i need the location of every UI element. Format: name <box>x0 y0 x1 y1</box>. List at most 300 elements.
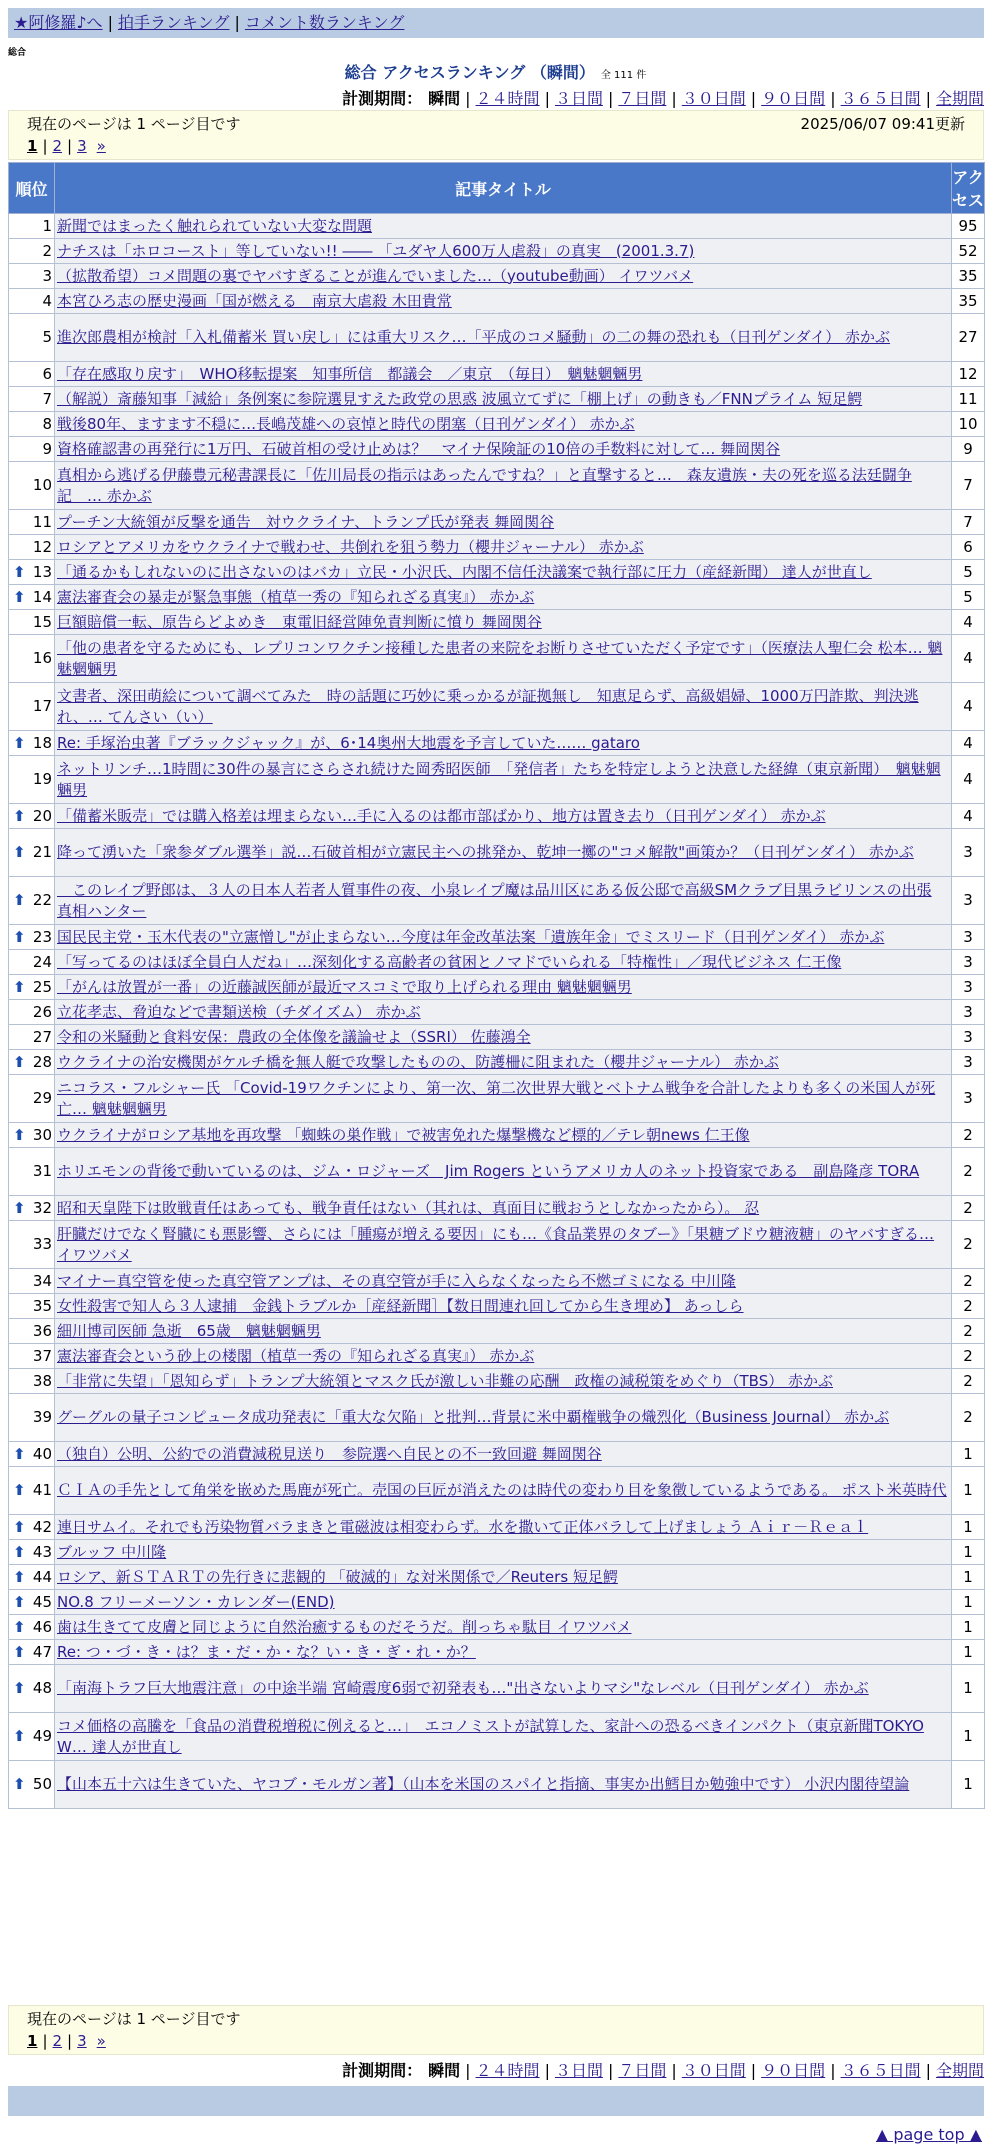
header-access: アクセス <box>952 163 985 214</box>
page-number-current: 1 <box>27 137 38 155</box>
rank-number: 10 <box>32 476 52 494</box>
rank-number: 4 <box>42 291 52 310</box>
table-row <box>9 1515 985 1540</box>
article-title-link[interactable]: 巨額賠償一転、原告らどよめき 東電旧経営陣免責判断に憤り 舞岡関谷 <box>57 612 542 631</box>
rank-cell <box>9 1148 55 1196</box>
rank-cell <box>9 975 55 1000</box>
access-count: 3 <box>952 829 985 877</box>
access-count: 1 <box>952 1565 985 1590</box>
table-row <box>9 585 985 610</box>
title-cell <box>55 731 952 756</box>
nav-separator: | <box>107 13 113 32</box>
article-title-link[interactable]: 新聞ではまったく触れられていない大変な問題 <box>57 216 373 235</box>
page-title-text: 総合 アクセスランキング （瞬間） <box>344 63 595 82</box>
article-title-link[interactable]: 歯は生きてて皮膚と同じように自然治癒するものだそうだ。削っちゃ駄目 イワツバメ <box>57 1617 632 1636</box>
page-next-link[interactable]: » <box>96 2032 106 2050</box>
table-row <box>9 1050 985 1075</box>
title-cell <box>55 362 952 387</box>
title-cell <box>55 1221 952 1269</box>
article-title-link[interactable]: 【山本五十六は生きていた、ヤコブ・モルガン著】（山本を米国のスパイと指摘、事実か出鱈目か勉強中です） 小沢内閣待望論 <box>57 1775 910 1793</box>
period-current: 瞬間 <box>428 89 461 108</box>
table-row <box>9 1565 985 1590</box>
access-count: 2 <box>952 1319 985 1344</box>
rank-cell <box>9 1640 55 1665</box>
rank-up-arrow-icon: ⬆ <box>13 1517 26 1536</box>
footer-bar <box>8 2086 984 2116</box>
rank-cell <box>9 437 55 462</box>
period-link-3d[interactable]: ３日間 <box>554 89 603 108</box>
rank-number: 32 <box>32 1198 52 1217</box>
access-count: 1 <box>952 1713 985 1761</box>
rank-cell <box>9 560 55 585</box>
title-cell <box>55 756 952 804</box>
rank-number: 39 <box>32 1408 52 1426</box>
title-cell <box>55 264 952 289</box>
rank-up-arrow-icon: ⬆ <box>13 1727 26 1745</box>
rank-cell <box>9 804 55 829</box>
article-title-link[interactable]: 文書者、深田萌絵について調べてみた 時の話題に巧妙に乗っかるが証拠無し 知恵足らず、高級娼婦、1000万円詐欺、判決逃れ、… てんさい（い） <box>57 686 919 726</box>
article-title-link[interactable]: 立花孝志、脅迫などで書類送検（チダイズム） 赤かぶ <box>57 1002 421 1021</box>
article-title-link[interactable]: グーグルの量子コンピュータ成功発表に「重大な欠陥」と批判…背景に米中覇権戦争の熾烈化（Business Journal） 赤かぶ <box>57 1408 890 1426</box>
title-cell <box>55 560 952 585</box>
rank-number: 31 <box>32 1162 52 1180</box>
access-count: 7 <box>952 510 985 535</box>
access-count: 1 <box>952 1665 985 1713</box>
rank-up-arrow-icon: ⬆ <box>13 1592 26 1611</box>
rank-cell <box>9 635 55 683</box>
table-row <box>9 1294 985 1319</box>
rank-cell <box>9 1665 55 1713</box>
article-title-link[interactable]: 国民民主党・玉木代表の"立憲憎し"が止まらない…今度は年金改革法案「遺族年金」でミスリード（日刊ゲンダイ） 赤かぶ <box>57 927 885 946</box>
access-count: 1 <box>952 1467 985 1515</box>
rank-number: 7 <box>42 389 52 408</box>
table-row <box>9 289 985 314</box>
current-page-text: 現在のページは 1 ページ目です <box>27 115 241 133</box>
rank-cell <box>9 829 55 877</box>
access-count: 2 <box>952 1123 985 1148</box>
article-title-link[interactable]: 「南海トラフ巨大地震注意」の中途半端 宮崎震度6弱で初発表も…"出さないよりマシ"なレベル（日刊ゲンダイ） 赤かぶ <box>57 1679 869 1697</box>
article-title-link[interactable]: 昭和天皇陛下は敗戦責任はあっても、戦争責任はない（其れは、真面目に戦おうとしなかったから）。 忍 <box>57 1198 760 1217</box>
page-link-3[interactable]: 3 <box>77 2032 87 2050</box>
rank-up-arrow-icon: ⬆ <box>13 1198 26 1217</box>
title-cell <box>55 1075 952 1123</box>
period-selector-top: 計測期間： 瞬間 | ２４時間 | ３日間 | ７日間 | ３０日間 | ９０日間 | ３６５日間 | 全期間 <box>342 89 984 108</box>
nav-link-clap-ranking[interactable]: 拍手ランキング <box>117 13 230 32</box>
period-selector-bottom: 計測期間： 瞬間 | ２４時間 | ３日間 | ７日間 | ３０日間 | ９０日間 | ３６５日間 | 全期間 <box>342 2061 984 2080</box>
rank-cell <box>9 264 55 289</box>
article-title-link[interactable]: ＣＩＡの手先として角栄を嵌めた馬鹿が死亡。売国の巨匠が消えたのは時代の変わり目を象徴しているようである。 ポスト米英時代 <box>57 1481 947 1499</box>
access-count: 4 <box>952 804 985 829</box>
table-row <box>9 1442 985 1467</box>
rank-cell <box>9 510 55 535</box>
header-title: 記事タイトル <box>55 163 952 214</box>
article-title-link[interactable]: 細川博司医師 急逝 65歳 魑魅魍魎男 <box>57 1321 321 1340</box>
rank-up-arrow-icon: ⬆ <box>13 562 26 581</box>
title-cell <box>55 1319 952 1344</box>
rank-number: 33 <box>32 1235 52 1253</box>
period-link-all[interactable]: 全期間 <box>935 89 984 108</box>
rank-number: 16 <box>32 649 52 667</box>
page-top-link[interactable]: ▲ page top ▲ <box>875 2125 982 2144</box>
table-row <box>9 462 985 510</box>
table-row <box>9 264 985 289</box>
period-link-24h[interactable]: ２４時間 <box>475 89 540 108</box>
article-title-link[interactable]: 「非常に失望」「恩知らず」トランプ大統領とマスク氏が激しい非難の応酬 政権の減税策をめぐり（TBS） 赤かぶ <box>57 1371 833 1390</box>
period-link-30d[interactable]: ３０日間 <box>681 89 746 108</box>
article-title-link[interactable]: 「備蓄米販売」では購入格差は埋まらない…手に入るのは都市部ばかり、地方は置き去り（日刊ゲンダイ） 赤かぶ <box>57 806 826 825</box>
access-count: 1 <box>952 1761 985 1809</box>
rank-number: 27 <box>32 1027 52 1046</box>
table-row <box>9 1640 985 1665</box>
rank-cell <box>9 1540 55 1565</box>
title-cell <box>55 585 952 610</box>
table-row <box>9 1319 985 1344</box>
rank-up-arrow-icon: ⬆ <box>13 1775 26 1793</box>
rank-number: 5 <box>42 328 52 346</box>
title-cell <box>55 412 952 437</box>
rank-cell <box>9 1394 55 1442</box>
article-title-link[interactable]: ウクライナの治安機関がケルチ橋を無人艇で攻撃したものの、防護柵に阻まれた（櫻井ジャーナル） 赤かぶ <box>57 1052 779 1071</box>
title-cell <box>55 510 952 535</box>
title-cell <box>55 437 952 462</box>
rank-cell <box>9 877 55 925</box>
title-cell <box>55 804 952 829</box>
rank-number: 8 <box>42 414 52 433</box>
table-row <box>9 1665 985 1713</box>
rank-number: 22 <box>32 891 52 909</box>
title-cell <box>55 387 952 412</box>
rank-cell <box>9 1319 55 1344</box>
rank-number: 37 <box>32 1346 52 1365</box>
article-title-link[interactable]: 令和の米騒動と食料安保：農政の全体像を議論せよ（SSRI） 佐藤鴻全 <box>57 1027 531 1046</box>
rank-number: 50 <box>32 1775 52 1793</box>
rank-number: 26 <box>32 1002 52 1021</box>
rank-number: 48 <box>32 1679 52 1697</box>
rank-number: 49 <box>32 1727 52 1745</box>
article-title-link[interactable]: 進次郎農相が検討「入札備蓄米 買い戻し」には重大リスク…「平成のコメ騒動」の二の舞の恐れも（日刊ゲンダイ） 赤かぶ <box>57 328 891 346</box>
rank-cell <box>9 289 55 314</box>
rank-cell <box>9 1050 55 1075</box>
access-count: 2 <box>952 1196 985 1221</box>
rank-up-arrow-icon: ⬆ <box>13 733 26 752</box>
rank-cell <box>9 950 55 975</box>
period-link-90d[interactable]: ９０日間 <box>761 2061 826 2080</box>
title-cell <box>55 950 952 975</box>
access-count: 1 <box>952 1640 985 1665</box>
rank-cell <box>9 1221 55 1269</box>
title-cell <box>55 635 952 683</box>
title-cell <box>55 877 952 925</box>
article-title-link[interactable]: 連日サムイ。それでも汚染物質バラまきと電磁波は相変わらず。水を撒いて正体バラして上げましょう Ａｉｒ－Ｒｅａｌ <box>57 1517 869 1536</box>
access-count: 7 <box>952 462 985 510</box>
period-link-3d[interactable]: ３日間 <box>554 2061 603 2080</box>
article-title-link[interactable]: ロシア、新ＳＴＡＲＴの先行きに悲観的 「破滅的」な対米関係で／Reuters 短足鰐 <box>57 1567 618 1586</box>
table-row <box>9 437 985 462</box>
rank-number: 11 <box>32 512 52 531</box>
article-title-link[interactable]: （解説）斎藤知事「減給」条例案に参院選見すえた政党の思惑 波風立てずに「棚上げ」の動きも／FNNプライム 短足鰐 <box>57 389 863 408</box>
title-cell <box>55 975 952 1000</box>
ranking-table <box>8 162 985 1809</box>
access-count: 2 <box>952 1269 985 1294</box>
page-link-2[interactable]: 2 <box>52 137 63 155</box>
rank-number: 40 <box>32 1444 52 1463</box>
table-row <box>9 683 985 731</box>
rank-number: 21 <box>32 843 52 861</box>
article-title-link[interactable]: ロシアとアメリカをウクライナで戦わせ、共倒れを狙う勢力（櫻井ジャーナル） 赤かぶ <box>57 537 644 556</box>
article-title-link[interactable]: マイナー真空管を使った真空管アンプは、その真空管が手に入らなくなったら不燃ゴミになる 中川隆 <box>57 1271 736 1290</box>
period-label: 計測期間： <box>342 89 423 108</box>
rank-up-arrow-icon: ⬆ <box>13 1125 26 1144</box>
article-title-link[interactable]: 憲法審査会の暴走が緊急事態（植草一秀の『知られざる真実』） 赤かぶ <box>57 587 535 606</box>
category-label: 総合 <box>8 48 27 58</box>
article-title-link[interactable]: 「写ってるのはほぼ全員白人だね」…深刻化する高齢者の貧困とノマドでいられる「特権性」／現代ビジネス 仁王像 <box>57 952 842 971</box>
article-title-link[interactable]: 「がんは放置が一番」の近藤誠医師が最近マスコミで取り上げられる理由 魑魅魍魎男 <box>57 977 632 996</box>
article-title-link[interactable]: プーチン大統領が反撃を通告 対ウクライナ、トランプ氏が発表 舞岡関谷 <box>57 512 555 531</box>
period-link-90d[interactable]: ９０日間 <box>761 89 826 108</box>
table-row <box>9 1221 985 1269</box>
rank-number: 17 <box>32 697 52 715</box>
pager-top: 現在のページは 1 ページ目です 2025/06/07 09:41更新 1 | 2 | 3 » <box>8 110 984 160</box>
rank-up-arrow-icon: ⬆ <box>13 587 26 606</box>
access-count: 2 <box>952 1369 985 1394</box>
table-row <box>9 731 985 756</box>
title-cell <box>55 1344 952 1369</box>
table-row <box>9 1344 985 1369</box>
page-number-current: 1 <box>27 2032 38 2050</box>
table-row <box>9 1540 985 1565</box>
article-title-link[interactable]: 戦後80年、ますます不穏に…長嶋茂雄への哀悼と時代の閉塞（日刊ゲンダイ） 赤かぶ <box>57 414 635 433</box>
article-title-link[interactable]: 憲法審査会という砂上の楼閣（植草一秀の『知られざる真実』） 赤かぶ <box>57 1346 535 1365</box>
period-link-7d[interactable]: ７日間 <box>618 89 667 108</box>
rank-cell <box>9 362 55 387</box>
access-count: 2 <box>952 1221 985 1269</box>
article-title-link[interactable]: ニコラス・フルシャー氏 「Covid-19ワクチンにより、第一次、第二次世界大戦とベトナム戦争を合計したよりも多くの米国人が死亡… 魑魅魍魎男 <box>57 1078 936 1118</box>
article-title-link[interactable]: 本宮ひろ志の歴史漫画「国が燃える 南京大虐殺 木田貴常 <box>57 291 452 310</box>
page-title <box>0 60 991 83</box>
table-row <box>9 214 985 239</box>
period-link-7d[interactable]: ７日間 <box>618 2061 667 2080</box>
article-title-link[interactable]: 真相から逃げる伊藤豊元秘書課長に「佐川局長の指示はあったんですね？」と直撃すると… 森友遺族・夫の死を巡る法廷闘争記 … 赤かぶ <box>57 465 912 505</box>
top-navigation-bar <box>8 8 984 38</box>
nav-separator: | <box>234 13 240 32</box>
page-link-3[interactable]: 3 <box>77 137 87 155</box>
access-count: 4 <box>952 635 985 683</box>
rank-number: 18 <box>32 733 52 752</box>
rank-number: 29 <box>32 1089 52 1107</box>
header-rank: 順位 <box>9 163 55 214</box>
nav-link-home[interactable]: ★阿修羅♪へ <box>14 13 103 32</box>
title-cell <box>55 683 952 731</box>
article-title-link[interactable]: 降って湧いた「衆参ダブル選挙」説…石破首相が立憲民主への挑発か、乾坤一擲の"コメ解散"画策か？（日刊ゲンダイ） 赤かぶ <box>57 843 914 861</box>
access-count: 35 <box>952 289 985 314</box>
page-next-link[interactable]: » <box>96 137 106 155</box>
ranking-rows <box>9 214 985 1809</box>
title-cell <box>55 1565 952 1590</box>
rank-number: 36 <box>32 1321 52 1340</box>
rank-cell <box>9 387 55 412</box>
table-row <box>9 1590 985 1615</box>
rank-cell <box>9 412 55 437</box>
table-row <box>9 1075 985 1123</box>
table-row <box>9 1467 985 1515</box>
article-title-link[interactable]: Re: 手塚治虫著『ブラックジャック』が、6･14奥州大地震を予言していた…… gataro <box>57 733 640 752</box>
period-link-24h[interactable]: ２４時間 <box>475 2061 540 2080</box>
access-count: 1 <box>952 1540 985 1565</box>
title-cell <box>55 1665 952 1713</box>
article-title-link[interactable]: コメ価格の高騰を「食品の消費税増税に例えると…」 エコノミストが試算した、家計への恐るべきインパクト（東京新聞TOKYO W… 達人が世直し <box>57 1716 924 1756</box>
title-cell <box>55 610 952 635</box>
access-count: 2 <box>952 1148 985 1196</box>
rank-number: 23 <box>32 927 52 946</box>
article-title-link[interactable]: 「他の患者を守るためにも、レプリコンワクチン接種した患者の来院をお断りさせていただく予定です」（医療法人聖仁会 松本… 魑魅魍魎男 <box>57 638 943 678</box>
title-cell <box>55 535 952 560</box>
table-row <box>9 1123 985 1148</box>
rank-cell <box>9 683 55 731</box>
article-title-link[interactable]: ブルッフ 中川隆 <box>57 1542 167 1561</box>
title-cell <box>55 1713 952 1761</box>
rank-up-arrow-icon: ⬆ <box>13 1481 26 1499</box>
rank-cell <box>9 1075 55 1123</box>
article-title-link[interactable]: Re: つ・づ・き・は？ま・だ・か・な？い・き・ぎ・れ・か？ <box>57 1642 476 1661</box>
table-header-row <box>9 163 985 214</box>
title-cell <box>55 1615 952 1640</box>
rank-number: 28 <box>32 1052 52 1071</box>
period-link-30d[interactable]: ３０日間 <box>681 2061 746 2080</box>
title-cell <box>55 289 952 314</box>
table-row <box>9 1394 985 1442</box>
table-row <box>9 239 985 264</box>
article-title-link[interactable]: ホリエモンの背後で動いているのは、ジム・ロジャーズ Jim Rogers というアメリカ人のネット投資家である 副島隆彦 TORA <box>57 1162 920 1180</box>
rank-number: 25 <box>32 977 52 996</box>
rank-number: 44 <box>32 1567 52 1586</box>
rank-cell <box>9 731 55 756</box>
article-title-link[interactable]: 肝臓だけでなく腎臓にも悪影響、さらには「腫瘍が増える要因」にも…《食品業界のタブー》「果糖ブドウ糖液糖」のヤバすぎる… イワツバメ <box>57 1224 935 1264</box>
table-row <box>9 560 985 585</box>
rank-number: 41 <box>32 1481 52 1499</box>
title-cell <box>55 239 952 264</box>
rank-cell <box>9 1123 55 1148</box>
rank-cell <box>9 1761 55 1809</box>
page-link-2[interactable]: 2 <box>52 2032 63 2050</box>
rank-cell <box>9 585 55 610</box>
access-count: 35 <box>952 264 985 289</box>
rank-up-arrow-icon: ⬆ <box>13 891 26 909</box>
rank-number: 43 <box>32 1542 52 1561</box>
rank-cell <box>9 1515 55 1540</box>
rank-cell <box>9 1467 55 1515</box>
access-count: 6 <box>952 535 985 560</box>
access-count: 1 <box>952 1442 985 1467</box>
access-count: 4 <box>952 683 985 731</box>
rank-cell <box>9 610 55 635</box>
rank-number: 2 <box>42 241 52 260</box>
rank-up-arrow-icon: ⬆ <box>13 977 26 996</box>
access-count: 1 <box>952 1590 985 1615</box>
title-cell <box>55 1294 952 1319</box>
table-row <box>9 362 985 387</box>
rank-cell <box>9 1442 55 1467</box>
article-title-link[interactable]: （拡散希望）コメ問題の裏でヤバすぎることが進んでいました…（youtube動画） イワツバメ <box>57 266 694 285</box>
article-title-link[interactable]: 女性殺害で知人ら３人逮捕 金銭トラブルか［産経新聞］【数日間連れ回してから生き埋め】 あっしら <box>57 1296 744 1315</box>
table-row <box>9 387 985 412</box>
rank-up-arrow-icon: ⬆ <box>13 806 26 825</box>
rank-cell <box>9 1025 55 1050</box>
updated-timestamp: 2025/06/07 09:41更新 <box>800 115 965 133</box>
article-title-link[interactable]: NO.8 フリーメーソン・カレンダー(END) <box>57 1592 335 1611</box>
title-cell <box>55 1442 952 1467</box>
nav-link-comment-ranking[interactable]: コメント数ランキング <box>244 13 405 32</box>
title-cell <box>55 1050 952 1075</box>
period-link-365d[interactable]: ３６５日間 <box>840 2061 921 2080</box>
rank-cell <box>9 1369 55 1394</box>
period-link-all[interactable]: 全期間 <box>935 2061 984 2080</box>
article-title-link[interactable]: ネットリンチ…1時間に30件の暴言にさらされ続けた岡秀昭医師 「発信者」たちを特定しようと決意した経緯（東京新聞） 魑魅魍魎男 <box>57 759 941 799</box>
rank-up-arrow-icon: ⬆ <box>13 1679 26 1697</box>
title-cell <box>55 1369 952 1394</box>
rank-up-arrow-icon: ⬆ <box>13 1617 26 1636</box>
rank-cell <box>9 1590 55 1615</box>
table-row <box>9 950 985 975</box>
title-cell <box>55 1148 952 1196</box>
article-title-link[interactable]: （独自）公明、公約での消費減税見送り 参院選へ自民との不一致回避 舞岡関谷 <box>57 1444 602 1463</box>
rank-number: 38 <box>32 1371 52 1390</box>
title-cell <box>55 1540 952 1565</box>
article-title-link[interactable]: ウクライナがロシア基地を再攻撃 「蜘蛛の巣作戦」で被害免れた爆撃機など標的／テレ朝news 仁王像 <box>57 1125 750 1144</box>
rank-cell <box>9 1713 55 1761</box>
period-label: 計測期間： <box>342 2061 423 2080</box>
table-row <box>9 877 985 925</box>
article-title-link[interactable]: このレイプ野郎は、３人の日本人若者人質事件の夜、小泉レイプ魔は品川区にある仮公邸で高級SMクラブ目黒ラビリンスの出張 真相ハンター <box>57 880 932 920</box>
rank-cell <box>9 239 55 264</box>
access-count: 3 <box>952 877 985 925</box>
rank-up-arrow-icon: ⬆ <box>13 1542 26 1561</box>
access-count: 3 <box>952 1025 985 1050</box>
title-cell <box>55 925 952 950</box>
rank-number: 14 <box>32 587 52 606</box>
title-cell <box>55 1640 952 1665</box>
article-title-link[interactable]: 「通るかもしれないのに出さないのはバカ」立民・小沢氏、内閣不信任決議案で執行部に圧力（産経新聞） 達人が世直し <box>57 562 872 581</box>
period-link-365d[interactable]: ３６５日間 <box>840 89 921 108</box>
access-count: 52 <box>952 239 985 264</box>
table-row <box>9 610 985 635</box>
table-row <box>9 1000 985 1025</box>
access-count: 11 <box>952 387 985 412</box>
rank-cell <box>9 756 55 804</box>
rank-cell <box>9 1344 55 1369</box>
access-count: 95 <box>952 214 985 239</box>
article-title-link[interactable]: ナチスは「ホロコースト」等していない!! ―― 「ユダヤ人600万人虐殺」の真実 (2001.3.7) <box>57 241 695 260</box>
access-count: 3 <box>952 1075 985 1123</box>
rank-number: 12 <box>32 537 52 556</box>
table-row <box>9 635 985 683</box>
title-cell <box>55 1000 952 1025</box>
rank-number: 42 <box>32 1517 52 1536</box>
rank-cell <box>9 1615 55 1640</box>
rank-up-arrow-icon: ⬆ <box>13 1642 26 1661</box>
rank-cell <box>9 535 55 560</box>
table-row <box>9 1761 985 1809</box>
title-cell <box>55 1269 952 1294</box>
article-title-link[interactable]: 「存在感取り戻す」 WHO移転提案 知事所信 都議会 ／東京 （毎日） 魑魅魍魎男 <box>57 364 643 383</box>
article-title-link[interactable]: 資格確認書の再発行に1万円、石破首相の受け止めは？ マイナ保険証の10倍の手数料に対して… 舞岡関谷 <box>57 439 781 458</box>
access-count: 3 <box>952 975 985 1000</box>
rank-number: 35 <box>32 1296 52 1315</box>
rank-up-arrow-icon: ⬆ <box>13 843 26 861</box>
table-row <box>9 1148 985 1196</box>
table-row <box>9 412 985 437</box>
access-count: 3 <box>952 1050 985 1075</box>
rank-number: 9 <box>42 439 52 458</box>
